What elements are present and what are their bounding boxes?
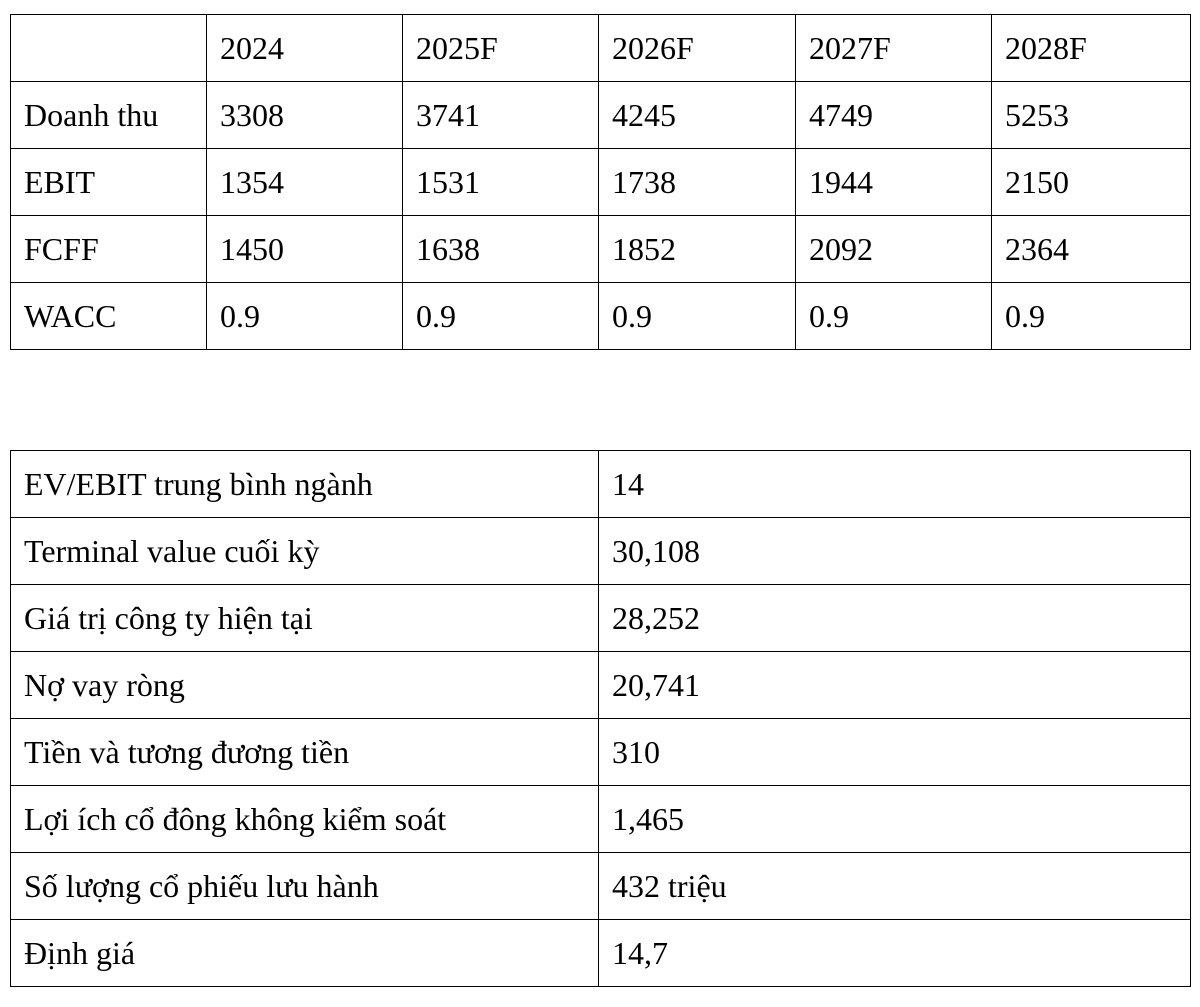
- forecast-value-cell: 3741: [403, 82, 599, 149]
- valuation-label-cell: Giá trị công ty hiện tại: [11, 585, 599, 652]
- forecast-value-cell: 0.9: [599, 283, 796, 350]
- forecast-value-cell: 1450: [207, 216, 403, 283]
- forecast-value-cell: 2364: [992, 216, 1191, 283]
- forecast-value-cell: 1354: [207, 149, 403, 216]
- forecast-value-cell: 4749: [796, 82, 992, 149]
- valuation-label-cell: Lợi ích cổ đông không kiểm soát: [11, 786, 599, 853]
- forecast-value-cell: 1852: [599, 216, 796, 283]
- forecast-metric-label-cell: WACC: [11, 283, 207, 350]
- forecast-year-header-cell: 2024: [207, 15, 403, 82]
- forecast-table: [10, 14, 1191, 350]
- valuation-table-row: [11, 652, 1191, 719]
- forecast-value-cell: 3308: [207, 82, 403, 149]
- forecast-value-cell: 2092: [796, 216, 992, 283]
- valuation-table-row: [11, 585, 1191, 652]
- valuation-label-cell: Terminal value cuối kỳ: [11, 518, 599, 585]
- valuation-table-row: [11, 920, 1191, 987]
- valuation-value-cell: 432 triệu: [599, 853, 1191, 920]
- forecast-table-row: [11, 82, 1191, 149]
- forecast-value-cell: 1638: [403, 216, 599, 283]
- forecast-header-row: [11, 15, 1191, 82]
- forecast-metric-label-cell: Doanh thu: [11, 82, 207, 149]
- forecast-table-row: [11, 149, 1191, 216]
- valuation-label-cell: Số lượng cổ phiếu lưu hành: [11, 853, 599, 920]
- valuation-table-row: [11, 719, 1191, 786]
- forecast-value-cell: 5253: [992, 82, 1191, 149]
- forecast-header-corner-cell: [11, 15, 207, 82]
- forecast-value-cell: 4245: [599, 82, 796, 149]
- forecast-table-row: [11, 283, 1191, 350]
- forecast-year-header-cell: 2027F: [796, 15, 992, 82]
- valuation-value-cell: 14: [599, 451, 1191, 518]
- valuation-value-cell: 310: [599, 719, 1191, 786]
- valuation-label-cell: EV/EBIT trung bình ngành: [11, 451, 599, 518]
- forecast-year-header-cell: 2026F: [599, 15, 796, 82]
- valuation-value-cell: 1,465: [599, 786, 1191, 853]
- forecast-value-cell: 1531: [403, 149, 599, 216]
- valuation-value-cell: 28,252: [599, 585, 1191, 652]
- forecast-value-cell: 0.9: [796, 283, 992, 350]
- valuation-label-cell: Định giá: [11, 920, 599, 987]
- forecast-value-cell: 1944: [796, 149, 992, 216]
- valuation-label-cell: Tiền và tương đương tiền: [11, 719, 599, 786]
- valuation-table-row: [11, 451, 1191, 518]
- forecast-value-cell: 1738: [599, 149, 796, 216]
- valuation-table-row: [11, 518, 1191, 585]
- valuation-label-cell: Nợ vay ròng: [11, 652, 599, 719]
- valuation-value-cell: 14,7: [599, 920, 1191, 987]
- valuation-table-row: [11, 853, 1191, 920]
- valuation-value-cell: 30,108: [599, 518, 1191, 585]
- forecast-value-cell: 0.9: [207, 283, 403, 350]
- forecast-value-cell: 0.9: [992, 283, 1191, 350]
- forecast-metric-label-cell: EBIT: [11, 149, 207, 216]
- forecast-table-row: [11, 216, 1191, 283]
- valuation-table: [10, 450, 1191, 987]
- forecast-metric-label-cell: FCFF: [11, 216, 207, 283]
- valuation-table-row: [11, 786, 1191, 853]
- valuation-value-cell: 20,741: [599, 652, 1191, 719]
- forecast-year-header-cell: 2025F: [403, 15, 599, 82]
- forecast-value-cell: 0.9: [403, 283, 599, 350]
- valuation-table-body: [11, 451, 1191, 987]
- forecast-table-body: [11, 15, 1191, 350]
- forecast-year-header-cell: 2028F: [992, 15, 1191, 82]
- forecast-value-cell: 2150: [992, 149, 1191, 216]
